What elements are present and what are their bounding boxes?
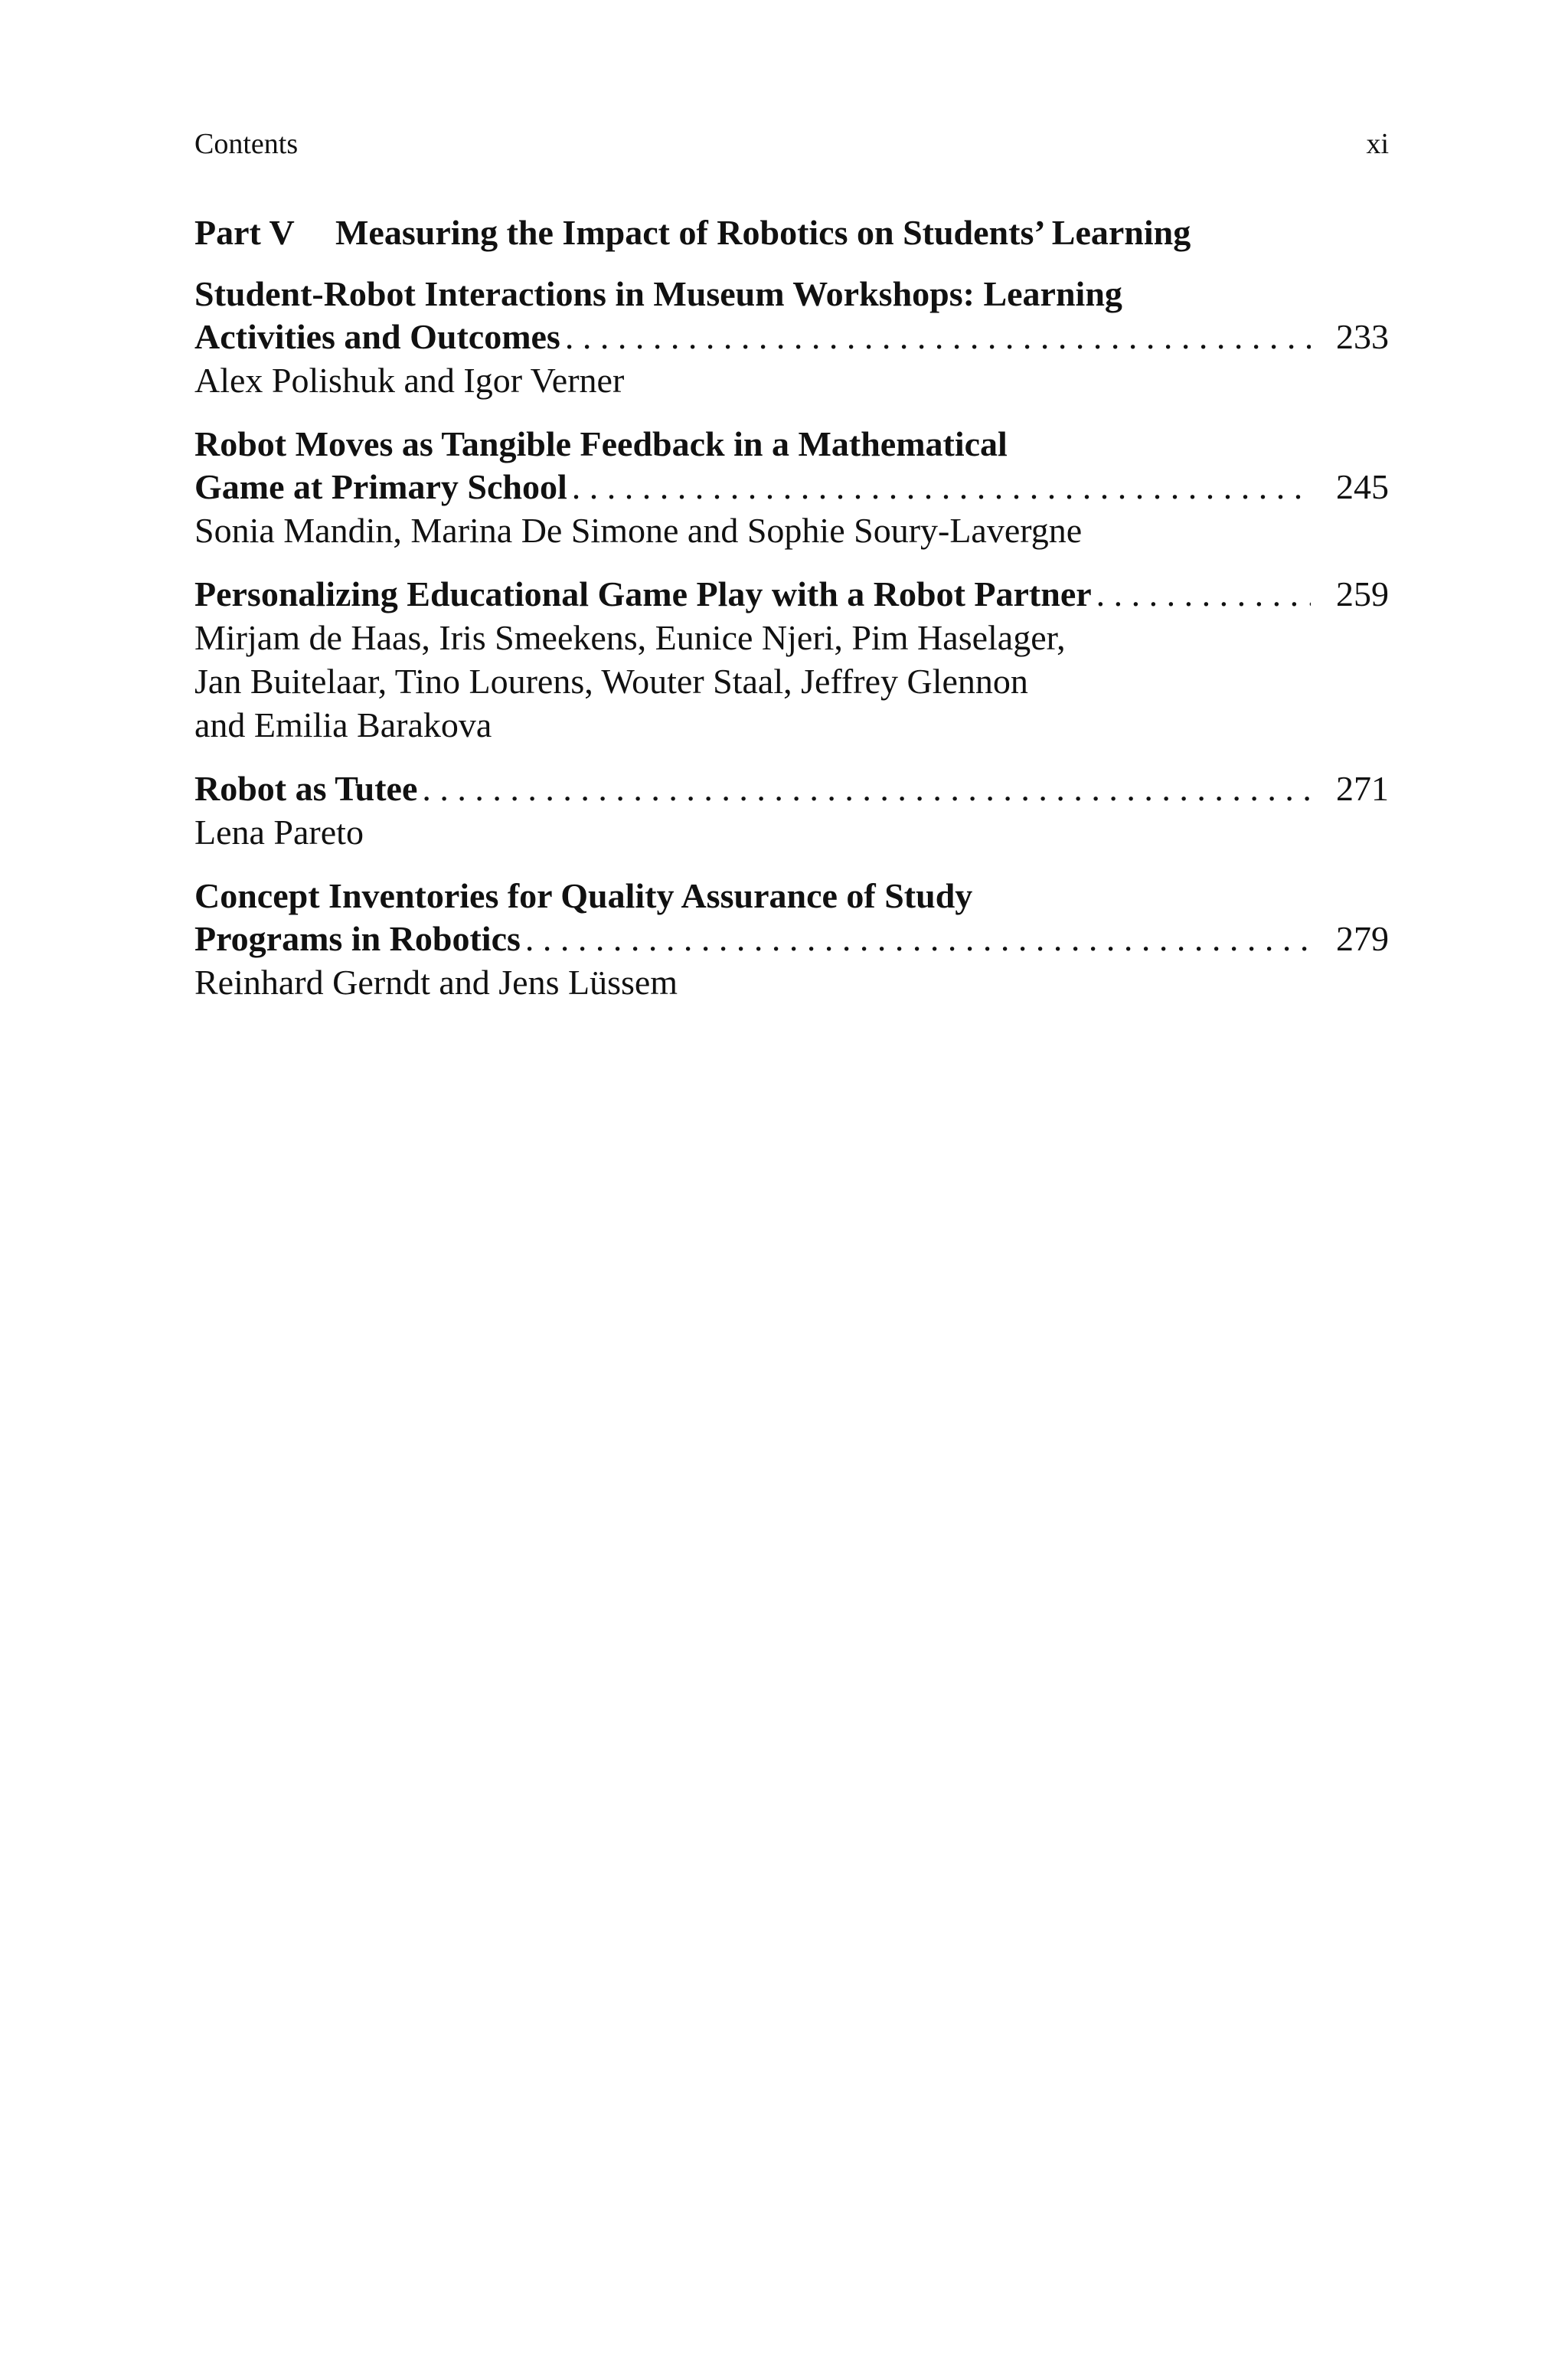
chapter-title-row[interactable]	[194, 316, 1389, 358]
table-of-contents	[194, 273, 1389, 1025]
chapter-title-row[interactable]	[194, 767, 1389, 810]
toc-entry	[194, 273, 1389, 402]
chapter-page-number: 259	[1336, 574, 1389, 613]
toc-entry	[194, 875, 1389, 1004]
chapter-title: Robot as Tutee	[194, 769, 418, 808]
chapter-authors: Alex Polishuk and Igor Verner	[194, 361, 625, 400]
running-head	[194, 126, 1389, 162]
chapter-title-line: Student-Robot Interactions in Museum Workshops: Learning	[194, 274, 1122, 313]
chapter-title-row[interactable]	[194, 466, 1389, 509]
chapter-authors: Lena Pareto	[194, 813, 364, 852]
chapter-authors: Reinhard Gerndt and Jens Lüssem	[194, 963, 678, 1002]
toc-entry	[194, 573, 1389, 747]
part-title: Measuring the Impact of Robotics on Students’ Learning	[335, 213, 1191, 252]
chapter-page-number: 233	[1336, 317, 1389, 356]
chapter-title: Personalizing Educational Game Play with a Robot Partner	[194, 574, 1092, 613]
chapter-title-row[interactable]	[194, 573, 1389, 616]
book-page	[194, 0, 1389, 2378]
chapter-title: Activities and Outcomes	[194, 317, 560, 356]
part-heading	[194, 211, 1389, 254]
page-number: xi	[1366, 128, 1389, 160]
chapter-page-number: 279	[1336, 919, 1389, 958]
chapter-authors: Sonia Mandin, Marina De Simone and Sophie Soury-Lavergne	[194, 511, 1083, 550]
chapter-page-number: 271	[1336, 769, 1389, 808]
chapter-title-line: Robot Moves as Tangible Feedback in a Mathematical	[194, 424, 1008, 463]
dot-leader	[521, 918, 1311, 960]
dot-leader	[560, 316, 1311, 358]
chapter-authors: Jan Buitelaar, Tino Lourens, Wouter Staal, Jeffrey Glennon	[194, 662, 1028, 701]
chapter-title: Programs in Robotics	[194, 919, 521, 958]
dot-leader	[1092, 573, 1311, 616]
dot-leader	[567, 466, 1311, 509]
chapter-title: Game at Primary School	[194, 467, 567, 506]
toc-entry	[194, 423, 1389, 552]
chapter-page-number: 245	[1336, 467, 1389, 506]
running-head-section: Contents	[194, 128, 299, 160]
chapter-authors: and Emilia Barakova	[194, 705, 492, 744]
chapter-title-line: Concept Inventories for Quality Assurance of Study	[194, 876, 973, 915]
chapter-authors: Mirjam de Haas, Iris Smeekens, Eunice Njeri, Pim Haselager,	[194, 618, 1066, 657]
dot-leader	[417, 767, 1311, 810]
part-label: Part V	[194, 213, 295, 252]
chapter-title-row[interactable]	[194, 918, 1389, 960]
toc-entry	[194, 767, 1389, 854]
